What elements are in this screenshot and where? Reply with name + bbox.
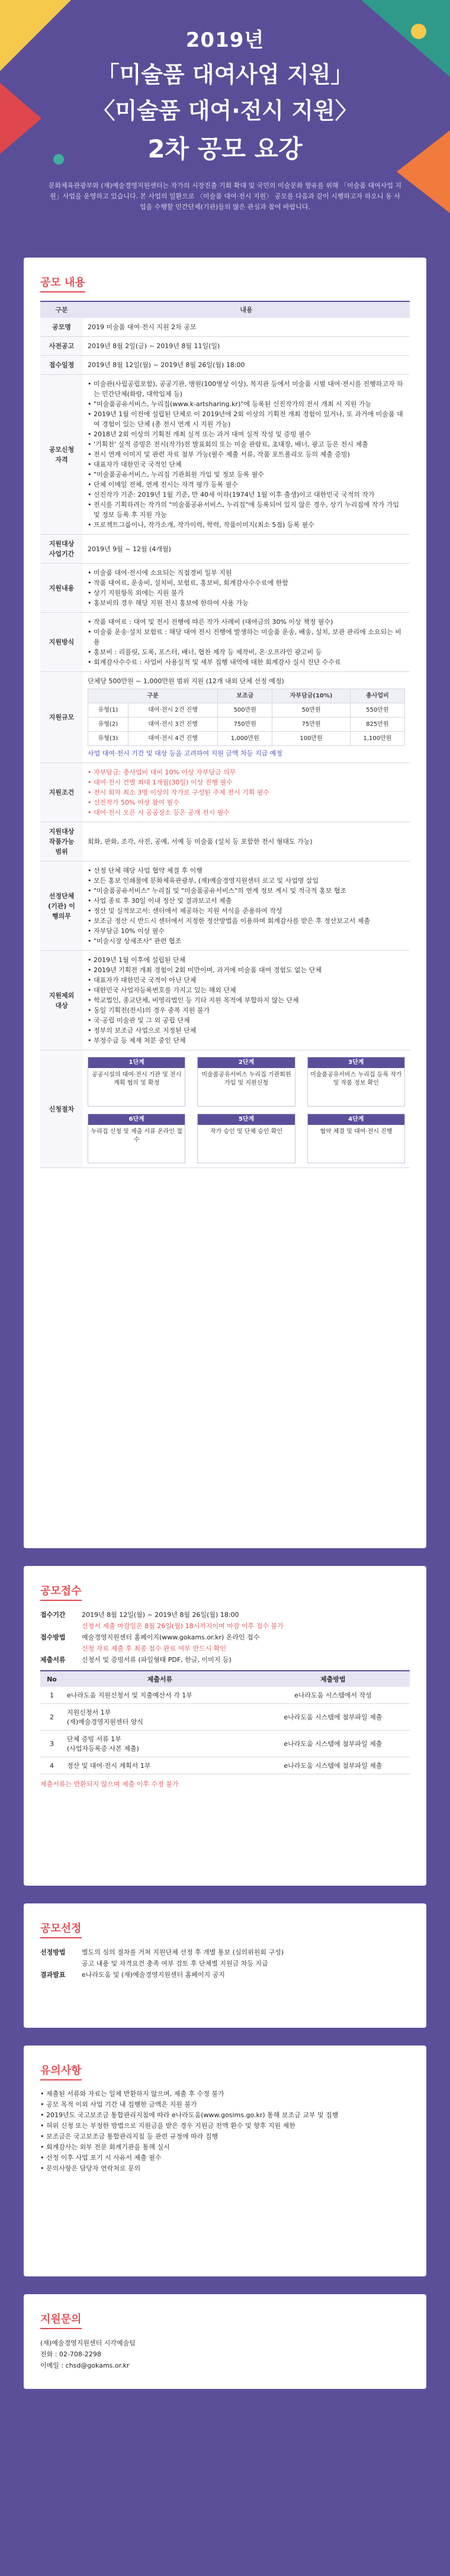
duty-list — [88, 866, 405, 946]
selection-title: 공모선정 — [40, 1920, 82, 1938]
table-row — [40, 1687, 410, 1704]
table-row — [40, 356, 410, 375]
table-row — [40, 1757, 410, 1774]
row-key: 사전공고 — [40, 337, 83, 356]
process-steps — [88, 1057, 405, 1163]
docs-col-header: 제출서류 — [63, 1671, 256, 1687]
scale-cell: 550만원 — [351, 703, 405, 718]
list-item: • 보조금은 국고보조금 통합관리지침 등 관련 규정에 따라 집행 — [40, 2131, 410, 2142]
overview-title: 공모 내용 — [40, 274, 85, 292]
table-row — [40, 535, 410, 564]
docs-cell: 4 — [40, 1757, 63, 1774]
scale-note: 사업 대여·전시 기간 및 대상 등을 고려하여 지원 금액 차등 지급 예정 — [88, 750, 282, 757]
list-item: • 자부담금: 총사업비 대비 10% 이상 자부담금 의무 — [88, 767, 405, 777]
selection-value: 별도의 심의 절차를 거쳐 지원단체 선정 후 개별 통보 (심의위원회 구성) — [82, 1948, 284, 1956]
step-label: 3단계 — [308, 1057, 404, 1068]
row-key: 신청절차 — [40, 1050, 83, 1168]
row-key: 선정단체(기관) 이행의무 — [40, 861, 83, 951]
step-label: 5단계 — [198, 1114, 294, 1125]
list-item: • 대한민국 사업자등록번호를 가지고 있는 해외 단체 — [88, 985, 405, 995]
hero-title-line3: 2차 공모 요강 — [147, 134, 303, 163]
list-item: • 단체 이메일 전체, 연계 전시는 자격 평가 등록 필수 — [88, 480, 405, 490]
list-item: • 2018년 2회 이상의 기획전 개최 실적 또는 과거 대여 실적 작성 및 증빙 필수 — [88, 429, 405, 439]
contact-title: 지원문의 — [40, 2311, 82, 2329]
selection-card — [24, 1903, 426, 2028]
contact-email[interactable]: 이메일 : chsd@gokams.or.kr — [40, 2362, 130, 2369]
list-item: • 보조금 정산 시 반드시 센터에서 지정한 정산방법을 이용하며 회계감사를 받은 후 정산보고서 제출 — [88, 916, 405, 926]
list-item: • 회계감사는 외부 전문 회계기관을 통해 실시 — [40, 2142, 410, 2153]
list-item: • "미술품공유서비스, 누리집 기관회원 가입 및 정보 등록 필수 — [88, 469, 405, 480]
list-item: • 전시 연계 이미지 및 관련 자료 첨부 가능(필수 제출 서류, 작품 포트폴리오 등의 제출 증빙) — [88, 449, 405, 459]
receipt-title: 공모접수 — [40, 1583, 82, 1601]
list-item: • 학교법인, 종교단체, 비영리법인 등 기타 지원 목적에 부합하지 않는 단체 — [88, 995, 405, 1005]
selection-label: 선정방법 — [40, 1948, 66, 1956]
scale-cell: 유형(3) — [88, 732, 128, 746]
docs-cell: e나라도움 시스템에 첨부파일 제출 — [256, 1731, 410, 1757]
row-value: 2019년 9월 ~ 12월 (4개월) — [83, 535, 410, 564]
table-row — [40, 1704, 410, 1731]
process-step — [197, 1057, 295, 1107]
list-item: • 홍보비 : 리플릿, 도록, 포스터, 배너, 협찬 제작 등 제작비, 온·오프라인 광고비 등 — [88, 647, 405, 657]
table-row — [40, 822, 410, 861]
row-key: 지원내용 — [40, 564, 83, 613]
row-value: 2019 미술품 대여·전시 지원 2차 공모 — [83, 318, 410, 337]
selection-line — [40, 1947, 410, 1958]
table-row — [40, 318, 410, 337]
list-item: • 홍보비의 경우 해당 지원 전시 홍보에 한하여 사용 가능 — [88, 598, 405, 608]
receipt-line — [40, 1643, 410, 1654]
docs-cell: e나라도움 지원신청서 및 지출예산서 각 1부 — [63, 1687, 256, 1704]
hero-title-line1: 「미술품 대여사업 지원」 — [97, 62, 353, 88]
scale-cell: 500만원 — [218, 703, 272, 718]
receipt-value: 2019년 8월 12일(월) ~ 2019년 8월 26일(월) 18:00 — [82, 1611, 239, 1619]
list-item: • 선정 단체 해당 사업 협약 체결 후 이행 — [88, 866, 405, 876]
docs-cell: e나라도움 시스템에 첨부파일 제출 — [256, 1704, 410, 1731]
row-key: 지원방식 — [40, 613, 83, 672]
row-key: 공모명 — [40, 318, 83, 337]
process-step — [307, 1057, 405, 1107]
docs-cell: e나라도움 시스템에서 작성 — [256, 1687, 410, 1704]
list-item: • 대표자가 대한민국 국적이 아닌 단체 — [88, 975, 405, 985]
receipt-lines — [40, 1609, 410, 1665]
table-row — [40, 564, 410, 613]
list-item: • 대여·전시 건별 최대 1개월(30일) 이상 진행 필수 — [88, 777, 405, 787]
row-key: 지원조건 — [40, 763, 83, 822]
list-item: • 정산 및 실적보고서: 센터에서 제공하는 지원 서식을 준용하여 작성 — [88, 906, 405, 916]
list-item: • 미술품 대여·전시에 소요되는 직접경비 일부 지원 — [88, 568, 405, 578]
list-item: • 모든 홍보 인쇄물에 문화체육관광부, (재)예술경영지원센터 로고 및 사업명 삽입 — [88, 876, 405, 886]
process-step — [88, 1057, 185, 1107]
list-item: • 사업 종료 후 30일 이내 정산 및 결과보고서 제출 — [88, 896, 405, 906]
docs-col-header: 제출방법 — [256, 1671, 410, 1687]
receipt-value: 예술경영지원센터 홈페이지(www.gokams.or.kr) 온라인 접수 — [82, 1633, 260, 1641]
hero-intro-text: 문화체육관광부와 (재)예술경영지원센터는 작가의 시장진출 기회 확대 및 국민의 미술문화 향유를 위해 「미술품 대여사업 지원」사업을 운영하고 있습니다. 본 사업의 일환으로 〈미술품 대여·전시 지원〉 공모를 다음과 같이 시행하고자 하오니 동 사업을 수행할 민간단체(기관)들의 많은 관심과 참여 바랍니다. — [48, 182, 402, 211]
content-list — [88, 568, 405, 608]
scale-table — [88, 689, 405, 746]
scale-cell: 75만원 — [272, 718, 351, 732]
row-key: 지원규모 — [40, 672, 83, 763]
receipt-value: 신청서 및 증빙서류 (파일형태 PDF, 한글, 이미지 등) — [82, 1656, 232, 1664]
scale-cell: 825만원 — [351, 718, 405, 732]
list-item: • 신진작가 50% 이상 참여 필수 — [88, 797, 405, 808]
process-step — [307, 1114, 405, 1163]
list-item: • 미술관(사립공립포함), 공공기관, 병원(100병상 이상), 복지관 등에서 미술품 시범 대여·전시를 진행하고자 하는 민간단체(화랑, 대학입체 등) — [88, 379, 405, 399]
hero-banner — [0, 0, 450, 258]
selection-line — [40, 1969, 410, 1980]
list-item: • 2019년 1월 이전에 설립된 단체로 이 2019년에 2회 이상의 기획전 개최 경험이 있거나, 또 과거에 미술품 대여 경험이 있는 단체 (총 전시 연계 시 지원 가능) — [88, 409, 405, 429]
process-step — [88, 1114, 185, 1163]
list-item: • 회계감사수수료 : 사업비 사용실적 및 세부 집행 내역에 대한 회계감사 실시 진단 수수료 — [88, 657, 405, 667]
list-item: • 미술품 운송·설치 보험료 : 해당 대여 전시 진행에 발생하는 미술품 운송, 배송, 설치, 보관 관리에 소요되는 비용 — [88, 627, 405, 647]
list-item: • 허위 신청 또는 부정한 방법으로 지원금을 받은 경우 지원금 전액 환수 및 향후 지원 제한 — [40, 2121, 410, 2131]
step-label: 2단계 — [198, 1057, 294, 1068]
step-label: 6단계 — [88, 1114, 185, 1125]
row-value: 2019년 8월 2일(금) ~ 2019년 8월 11일(일) — [83, 337, 410, 356]
list-item: • 신진작가 기준: 2019년 1월 기준, 만 40세 이하(1974년 1월 이후 출생)이고 대한민국 국적의 작가 — [88, 490, 405, 500]
list-item: • 전시를 기획하려는 작가의 "미술품공유서비스, 누리집"에 등록되어 있지 않은 경우, 상기 누리집에 작가 가입 및 정보 등록 후 지원 가능 — [88, 500, 405, 520]
notes-card — [24, 2046, 426, 2276]
selection-value: e나라도움 및 (재)예술경영지원센터 홈페이지 공지 — [82, 1971, 225, 1979]
list-item: • 제출된 서류와 자료는 일체 반환하지 않으며, 제출 후 수정 불가 — [40, 2089, 410, 2099]
receipt-card — [24, 1566, 426, 1886]
table-row — [40, 337, 410, 356]
list-item: • 2019년 1월 이후에 설립된 단체 — [88, 955, 405, 965]
list-item: • 국·공립 미술관 및 그 외 공립 단체 — [88, 1015, 405, 1025]
row-key: 접수일정 — [40, 356, 83, 375]
notes-title: 유의사항 — [40, 2062, 82, 2080]
overview-table — [40, 301, 410, 1168]
docs-cell: 1 — [40, 1687, 63, 1704]
scale-cell: 유형(1) — [88, 703, 128, 718]
receipt-label: 제출서류 — [40, 1656, 66, 1664]
table-row — [40, 1050, 410, 1168]
receipt-line — [40, 1620, 410, 1632]
scale-cell: 750만원 — [218, 718, 272, 732]
table-row — [40, 613, 410, 672]
docs-cell: 2 — [40, 1704, 63, 1731]
scale-col-header: 총사업비 — [351, 689, 405, 703]
row-value: 회화, 판화, 조각, 사진, 공예, 서예 등 미술품 (설치 등 포함한 전시 형태도 가능) — [83, 822, 410, 861]
scale-row — [88, 732, 405, 746]
scale-cell: 대여·전시 3건 진행 — [128, 718, 218, 732]
receipt-value: 신청 자료 제출 후 최종 접수 완료 여부 반드시 확인 — [82, 1645, 226, 1652]
step-body: 미술품공유서비스 누리집 기관회원 가입 및 지원신청 — [201, 1072, 291, 1086]
docs-note: 제출서류는 반환되지 않으며 제출 이후 수정 불가 — [40, 1780, 179, 1788]
scale-row — [88, 703, 405, 718]
docs-table — [40, 1670, 410, 1774]
receipt-line — [40, 1609, 410, 1620]
selection-line — [40, 1958, 410, 1969]
overview-card — [24, 258, 426, 1548]
list-item: • 전시 회차 최소 3명 이상의 작가로 구성된 주제 전시 기획 필수 — [88, 787, 405, 797]
table-row — [40, 1731, 410, 1757]
process-step — [197, 1114, 295, 1163]
hero-title-line2: 〈미술품 대여·전시 지원〉 — [92, 98, 358, 124]
docs-col-header: No — [40, 1671, 63, 1687]
contact-card — [24, 2294, 426, 2389]
scale-cell: 대여·전시 4건 진행 — [128, 732, 218, 746]
row-key: 공모신청 자격 — [40, 375, 83, 535]
list-item: • 부정수급 등 제재 처분 중인 단체 — [88, 1035, 405, 1046]
docs-cell: e나라도움 시스템에 첨부파일 제출 — [256, 1757, 410, 1774]
method-list — [88, 617, 405, 667]
table-row — [40, 951, 410, 1050]
step-body: 공공시설의 대여·전시 기관 및 전시 계획 협의 및 확정 — [92, 1072, 182, 1086]
list-item: • 2019년도 국고보조금 통합관리지침에 따라 e나라도움(www.gosims.go.kr) 통해 보조금 교부 및 집행 — [40, 2110, 410, 2121]
hero-year: 2019년 — [185, 28, 265, 52]
list-item: • 동일 기획전(전시)의 경우 중복 지원 불가 — [88, 1005, 405, 1015]
table-row — [40, 861, 410, 951]
scale-cell: 1,000만원 — [218, 732, 272, 746]
list-item: • 작품 대여료 : 대여 및 전시 진행에 따른 작가 사례비 (대여금의 30% 이상 책정 필수) — [88, 617, 405, 627]
row-key: 지원대상 사업기간 — [40, 535, 83, 564]
contact-org: (재)예술경영지원센터 시각예술팀 — [40, 2339, 136, 2347]
scale-col-header: 구분 — [88, 689, 218, 703]
list-item: • 프로젝트그룹이나, 작가소개, 작가이력, 학력, 작품이미지(최소 5점) 등록 필수 — [88, 520, 405, 530]
row-key: 지원제외 대상 — [40, 951, 83, 1050]
col-header-key: 구분 — [40, 301, 83, 318]
scale-col-header: 자부담금(10%) — [272, 689, 351, 703]
table-row — [40, 672, 410, 763]
scale-cell: 50만원 — [272, 703, 351, 718]
list-item: • "미술시장 상세조사" 관련 협조 — [88, 936, 405, 946]
receipt-line — [40, 1632, 410, 1643]
list-item: • 문의사항은 담당자 연락처로 문의 — [40, 2163, 410, 2174]
list-item: • 자부담금 10% 이상 필수 — [88, 926, 405, 936]
scale-cell: 유형(2) — [88, 718, 128, 732]
step-body: 미술품공유서비스 누리집 등록 작가 및 작품 정보 확인 — [310, 1072, 402, 1086]
step-body: 작가 승인 및 단체 승인 확인 — [210, 1128, 283, 1135]
ineligible-list — [88, 955, 405, 1046]
list-item: • 대여·전시 오픈 시 공공장소 등은 공개 전시 필수 — [88, 808, 405, 818]
selection-label: 결과발표 — [40, 1971, 66, 1979]
table-row — [40, 375, 410, 535]
eligibility-list — [88, 379, 405, 530]
list-item: • 대표자가 대한민국 국적인 단체 — [88, 459, 405, 469]
docs-cell: 지원신청서 1부 (재)예술경영지원센터 양식 — [63, 1704, 256, 1731]
docs-cell: 정산 및 대여·전시 계획서 1부 — [63, 1757, 256, 1774]
docs-cell: 3 — [40, 1731, 63, 1757]
selection-value: 공고 내용 및 자격요건 충족 여부 검토 후 단체별 지원금 차등 지급 — [82, 1960, 268, 1967]
contact-phone: 전화 : 02-708-2298 — [40, 2350, 101, 2358]
row-key: 지원대상 작품가능 범위 — [40, 822, 83, 861]
table-row — [40, 763, 410, 822]
col-header-value: 내용 — [83, 301, 410, 318]
step-body: 누리집 신청 및 제출 서류 온라인 접수 — [91, 1128, 182, 1143]
list-item: • 선정 이후 사업 포기 시 사유서 제출 필수 — [40, 2153, 410, 2163]
scale-cell: 1,100만원 — [351, 732, 405, 746]
list-item: • '기획전' 실적 증빙은 전시(작가)전 발표회의 또는 미술 관람료, 초대장, 배너, 광고 등은 전시 제출 — [88, 439, 405, 449]
scale-col-header: 보조금 — [218, 689, 272, 703]
list-item: • 공모 목적 이외 사업 기간 내 집행한 금액은 지원 불가 — [40, 2099, 410, 2110]
receipt-value: 신청서 제출 마감일은 8월 26일(월) 18시까지이며 마감 이후 접수 불가 — [82, 1622, 284, 1630]
list-item: • "미술품공유서비스" 누리집 및 "미술품공유서비스"의 연계 정보 게시 및 적극적 홍보 협조 — [88, 886, 405, 896]
scale-head: 단체당 500만원 ~ 1,000만원 범위 지원 (12개 내외 단체 선정 예정) — [88, 677, 284, 685]
notes-list — [40, 2089, 410, 2174]
list-item: • 정부의 보조금 사업으로 지정된 단체 — [88, 1025, 405, 1035]
list-item: • 작품 대여료, 운송비, 설치비, 보험료, 홍보비, 회계감사수수료에 한함 — [88, 578, 405, 588]
receipt-label: 접수기간 — [40, 1611, 66, 1619]
scale-cell: 100만원 — [272, 732, 351, 746]
scale-row — [88, 718, 405, 732]
step-label: 4단계 — [308, 1114, 404, 1125]
receipt-line — [40, 1654, 410, 1665]
list-item: • "미술품공유서비스, 누리집(www.k-artsharing.kr)"에 등록된 신진작가의 전시 개최 시 지원 가능 — [88, 399, 405, 409]
requirement-list — [88, 767, 405, 818]
docs-cell: 단체 증빙 서류 1부 (사업자등록증 사본 제출) — [63, 1731, 256, 1757]
row-value: 2019년 8월 12일(월) ~ 2019년 8월 26일(월) 18:00 — [83, 356, 410, 375]
receipt-label: 접수방법 — [40, 1633, 66, 1641]
list-item: • 2019년 기획전 개최 경험이 2회 미만이며, 과거에 미술품 대여 경험도 없는 단체 — [88, 965, 405, 975]
list-item: • 상기 지원항목 외에는 지원 불가 — [88, 588, 405, 598]
step-body: 협약 체결 및 대여·전시 진행 — [320, 1128, 393, 1135]
step-label: 1단계 — [88, 1057, 185, 1068]
scale-cell: 대여·전시 2건 진행 — [128, 703, 218, 718]
